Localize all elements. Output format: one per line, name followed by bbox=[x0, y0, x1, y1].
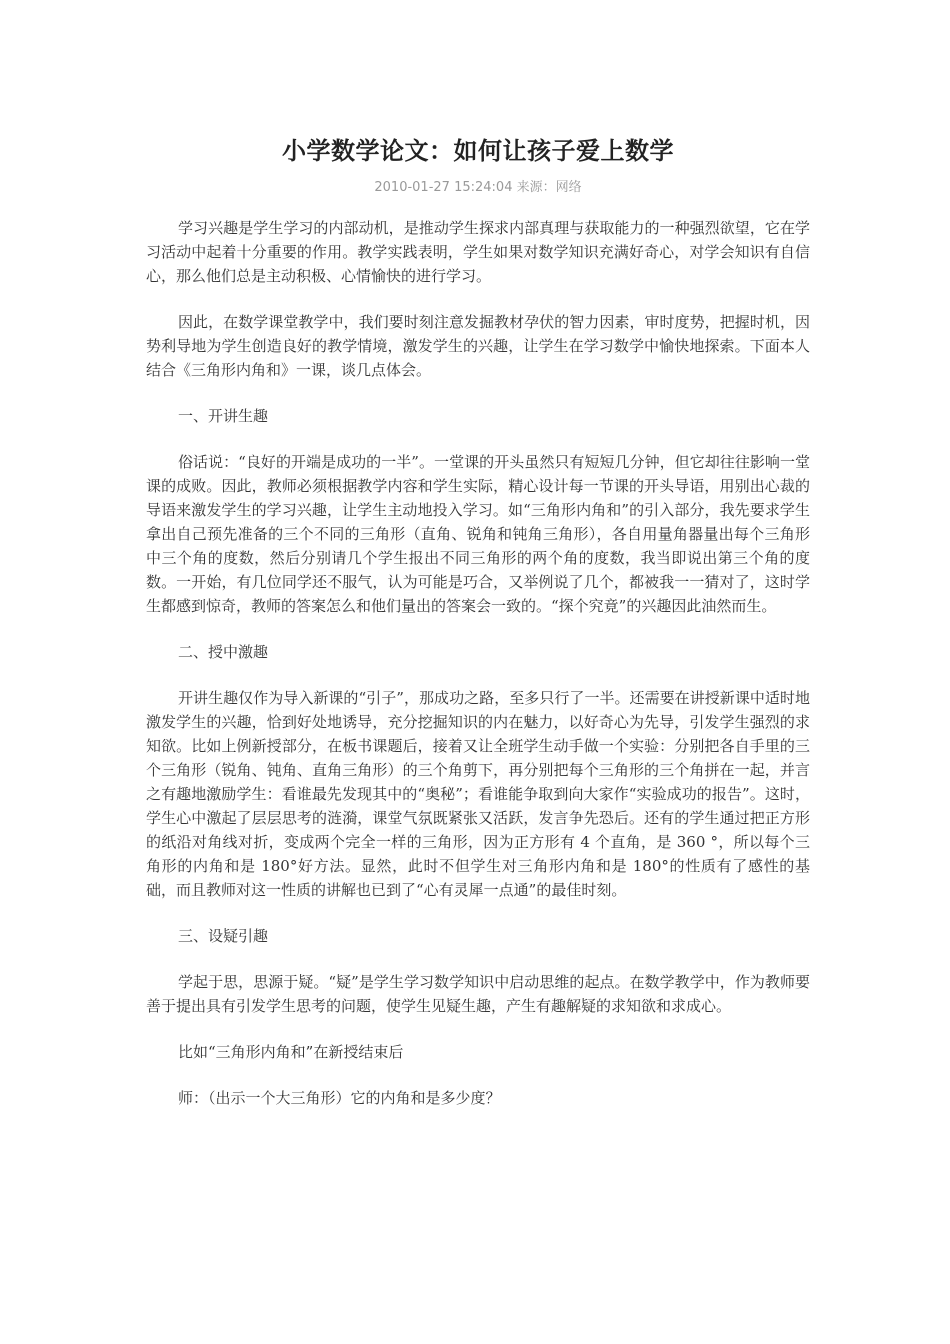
article-title: 小学数学论文：如何让孩子爱上数学 bbox=[282, 137, 674, 165]
section-heading: 一、开讲生趣 bbox=[178, 407, 269, 425]
paragraph: 学起于思，思源于疑。“疑”是学生学习数学知识中启动思维的起点。在数学教学中，作为教师要善于提出具有引发学生思考的问题，使学生见疑生趣，产生有趣解疑的求知欲和求成心。 bbox=[146, 973, 810, 1015]
article-meta: 2010-01-27 15:24:04 来源：网络 bbox=[374, 180, 582, 195]
section-heading: 三、设疑引趣 bbox=[178, 927, 269, 945]
section-heading: 二、授中激趣 bbox=[178, 643, 269, 661]
paragraph: 因此，在数学课堂教学中，我们要时刻注意发掘教材孕伏的智力因素，审时度势，把握时机，因势利导地为学生创造良好的教学情境，激发学生的兴趣，让学生在学习数学中愉快地探索。下面本人结合《三角形内角和》一课，谈几点体会。 bbox=[146, 313, 810, 379]
paragraph: 开讲生趣仅作为导入新课的“引子”，那成功之路，至多只行了一半。还需要在讲授新课中适时地激发学生的兴趣，恰到好处地诱导，充分挖掘知识的内在魅力，以好奇心为先导，引发学生强烈的求知欲。比如上例新授部分，在板书课题后，接着又让全班学生动手做一个实验：分别把各自手里的三个三角形（锐角、钝角、直角三角形）的三个角剪下，再分别把每个三角形的三个角拼在一起，并言之有趣地激励学生：看谁最先发现其中的“奥秘”；看谁能争取到向大家作“实验成功的报告”。这时，学生心中激起了层层思考的涟漪，课堂气氛既紧张又活跃，发言争先恐后。还有的学生通过把正方形的纸沿对角线对折，变成两个完全一样的三角形，因为正方形有 4 个直角，是 360 °，所以每个三角形的内角和是 180°好方法。显然，此时不但学生对三角形内角和是 180°的性质有了感性的基础，而且教师对这一性质的讲解也已到了“心有灵犀一点通”的最佳时刻。 bbox=[146, 689, 810, 899]
paragraph: 师：（出示一个大三角形）它的内角和是多少度？ bbox=[178, 1089, 501, 1107]
paragraph: 学习兴趣是学生学习的内部动机，是推动学生探求内部真理与获取能力的一种强烈欲望，它在学习活动中起着十分重要的作用。教学实践表明，学生如果对数学知识充满好奇心，对学会知识有自信心，那么他们总是主动积极、心情愉快的进行学习。 bbox=[146, 219, 810, 285]
article-body bbox=[146, 216, 810, 1132]
paragraph: 比如“三角形内角和”在新授结束后 bbox=[178, 1043, 404, 1061]
paragraph: 俗话说：“良好的开端是成功的一半”。一堂课的开头虽然只有短短几分钟，但它却往往影响一堂课的成败。因此，教师必须根据教学内容和学生实际，精心设计每一节课的开头导语，用别出心裁的导语来激发学生的学习兴趣，让学生主动地投入学习。如“三角形内角和”的引入部分，我先要求学生拿出自己预先准备的三个不同的三角形（直角、锐角和钝角三角形），各自用量角器量出每个三角形中三个角的度数，然后分别请几个学生报出不同三角形的两个角的度数，我当即说出第三个角的度数。一开始，有几位同学还不服气，认为可能是巧合，又举例说了几个，都被我一一猜对了，这时学生都感到惊奇，教师的答案怎么和他们量出的答案会一致的。“探个究竟”的兴趣因此油然而生。 bbox=[146, 453, 810, 615]
